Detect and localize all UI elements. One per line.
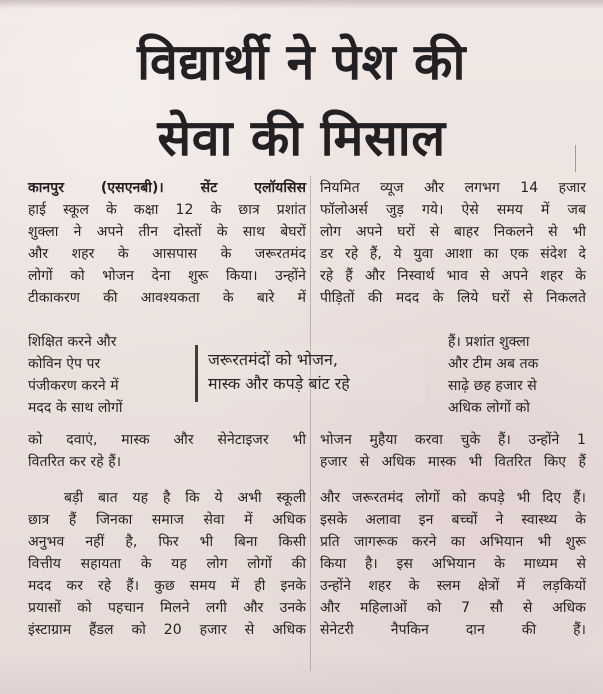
left-column-line-2: हाई स्कूल के कक्षा 12 के छात्र प्रशांत (28, 202, 306, 218)
right-column-line-15: प्रति जागरूक करने का अभियान भी शुरू (320, 534, 586, 550)
left-column-line-14: छात्र हैं जिनका समाज सेवा में अधिक (28, 512, 306, 528)
pull-quote-line-2: मास्क और कपड़े बांट रहे (208, 374, 350, 393)
left-column-line-19: इंस्टाग्राम हैंडल को 20 हजार से अधिक (28, 622, 306, 638)
right-column-line-3: लोग अपने घरों से बाहर निकलने से भी (320, 224, 586, 240)
right-column-line-4: डर रहे हैं, ये युवा आशा का एक संदेश दे (320, 246, 586, 262)
left-column-line-16: वित्तीय सहायता के यह लोग लोगों की (28, 556, 306, 572)
left-column-line-3: शुक्ला ने अपने तीन दोस्तों के साथ बेघरों (28, 224, 306, 240)
right-column-line-12: हजार से अधिक मास्क भी वितरित किए हैं (320, 454, 586, 470)
right-column-line-17: उन्होंने शहर के स्लम क्षेत्रों में लड़कियों (320, 578, 586, 594)
right-column-line-6: पीड़ितों की मदद के लिये घरों से निकलते (320, 290, 586, 306)
left-column-line-17: मदद कर रहे हैं। कुछ समय में ही इनके (28, 578, 306, 594)
right-column-line-11: भोजन मुहैया करवा चुके हैं। उन्होंने 1 (320, 432, 586, 448)
top-column-rule (575, 145, 576, 172)
left-column-line-10: मदद के साथ लोगों (28, 400, 123, 416)
right-column-line-19: सेनेटरी नैपकिन दान की हैं। (320, 622, 586, 638)
left-column-line-5: लोगों को भोजन देना शुरू किया। उन्होंने (28, 268, 306, 284)
left-column-line-4: और शहर के आसपास के जरूरतमंद (28, 246, 306, 262)
right-column-line-18: और महिलाओं को 7 सौ से अधिक (320, 600, 586, 616)
column-divider (310, 176, 311, 671)
left-column-line-15: अनुभव नहीं है, फिर भी बिना किसी (28, 534, 306, 550)
right-column-line-2: फॉलोअर्स जुड़ गये। ऐसे समय में जब (320, 202, 586, 218)
left-column-line-7: शिक्षित करने और (28, 334, 117, 350)
left-column-line-1: कानपुर (एसएनबी)। सेंट एलॉयसिस (28, 180, 306, 196)
right-column-line-8: और टीम अब तक (448, 356, 539, 372)
top-paper-edge (0, 0, 603, 9)
left-column-line-12: वितरित कर रहे हैं। (28, 454, 122, 470)
right-column-line-16: किया है। इस अभियान के माध्यम से (320, 556, 586, 572)
right-column-line-13: और जरूरतमंद लोगों को कपड़े भी दिए हैं। (320, 490, 586, 506)
headline-line-2: सेवा की मिसाल (157, 108, 446, 167)
headline-line-1: विद्यार्थी ने पेश की (137, 32, 466, 91)
left-column-line-6: टीकाकरण की आवश्यकता के बारे में (28, 290, 306, 306)
left-column-line-13: बड़ी बात यह है कि ये अभी स्कूली (64, 490, 306, 506)
left-column-line-8: कोविन ऐप पर (28, 356, 101, 372)
right-column-line-10: अधिक लोगों को (448, 400, 530, 416)
left-column-line-18: प्रयासों को पहचान मिलने लगी और उनके (28, 600, 306, 616)
right-column-line-9: साढ़े छह हजार से (448, 378, 537, 394)
left-column-line-9: पंजीकरण करने में (28, 378, 119, 394)
bottom-paper-shadow (0, 654, 603, 694)
pull-quote-line-1: जरूरतमंदों को भोजन, (208, 350, 339, 369)
right-column-line-14: इसके अलावा इन बच्चों ने स्वास्थ्य के (320, 512, 586, 528)
right-column-line-7: हैं। प्रशांत शुक्ला (448, 334, 530, 350)
right-column-line-1: नियमित व्यूज और लगभग 14 हजार (320, 180, 586, 196)
left-column-line-11: को दवाएं, मास्क और सेनेटाइजर भी (28, 432, 306, 448)
right-column-line-5: रहे हैं और निस्वार्थ भाव से अपने शहर के (320, 268, 586, 284)
pull-quote-box (195, 345, 425, 402)
